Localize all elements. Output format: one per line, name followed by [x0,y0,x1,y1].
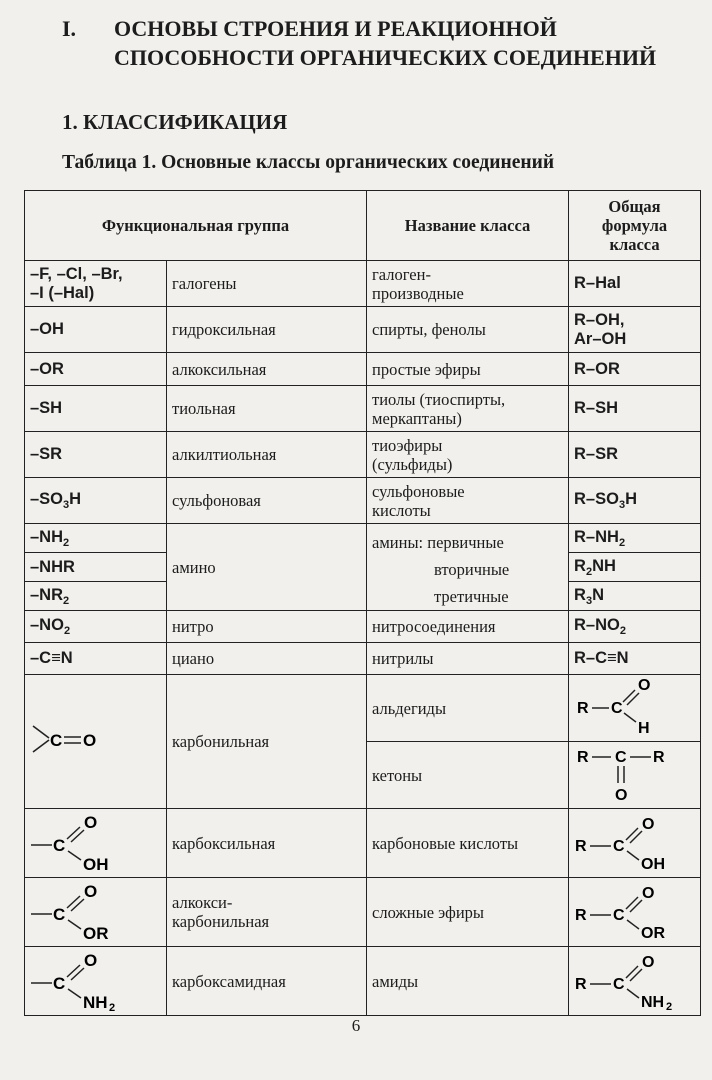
group-amino-primary: $-NH_2$ [25,524,167,553]
name-ester-line1: алкокси- [172,893,233,912]
group-halogen-line1: –F, –Cl, –Br, [30,264,123,283]
svg-text:R: R [653,749,665,766]
table-row-aldehyde [25,675,701,742]
class-alkoxy: простые эфиры [367,353,569,386]
name-hydroxy: гидроксильная [167,307,367,353]
table-row-ester [25,878,701,947]
svg-text:O: O [83,730,97,750]
header-formula [569,191,701,261]
class-alkylthio-line1: тиоэфиры [372,435,443,455]
table-row-thiol [25,386,701,432]
svg-text:OR: OR [83,924,109,942]
class-amide: амиды [367,947,569,1016]
class-thiol-line1: тиолы (тиоспирты, [372,389,506,409]
svg-text:O: O [642,816,655,833]
class-ester: сложные эфиры [367,878,569,947]
svg-text:R: R [577,749,589,766]
group-amino-secondary: –NHR [25,553,167,582]
ketone-structure [569,742,697,804]
ester-structure [569,878,697,942]
name-carboxyl: карбоксильная [167,809,367,878]
name-alkoxy: алкоксильная [167,353,367,386]
name-amide: карбоксамидная [167,947,367,1016]
svg-text:H: H [638,720,650,737]
name-sulfo: сульфоновая [167,478,367,524]
svg-text:C: C [611,700,623,717]
class-alkylthio-line2: (сульфиды) [372,454,453,474]
name-nitro: нитро [167,611,367,643]
name-carbonyl: карбонильная [167,675,367,809]
amide-structure [569,947,697,1011]
table-row-alkylthio [25,432,701,478]
table-row-amino-primary [25,524,701,553]
class-aldehyde: альдегиды [367,675,569,742]
formula-alkylthio: R–SR [569,432,701,478]
class-amino-line1: амины: первичные [372,532,504,552]
svg-text:O: O [84,882,98,901]
group-halogen-line2: –I (–Hal) [30,283,95,302]
aldehyde-structure [569,675,697,737]
class-halogen-line1: галоген- [372,264,431,284]
svg-text:2: 2 [666,1001,673,1011]
class-nitro: нитросоединения [367,611,569,643]
group-alkoxy: –OR [25,353,167,386]
table-caption: Таблица 1. Основные классы органических соединений [62,152,555,173]
page-number: 6 [351,1016,361,1035]
svg-text:OR: OR [641,925,666,942]
formula-thiol: R–SH [569,386,701,432]
carboxylic-acid-structure [569,809,697,873]
svg-text:O: O [84,951,98,970]
header-formula-line1: Общая [608,197,661,216]
table-row-hydroxy [25,307,701,353]
svg-text:R: R [577,700,589,717]
name-halogen: галогены [167,261,367,307]
svg-text:R: R [575,838,587,855]
formula-amide [569,947,701,1016]
classification-table [24,190,701,1016]
group-carbonyl [25,675,167,809]
svg-text:C: C [53,974,66,993]
formula-hydroxy-line1: R–OH, [574,310,625,329]
class-thiol [367,386,569,432]
carboxamide-structure [25,947,155,1011]
group-sulfo: $-SO_3H$ [25,478,167,524]
svg-text:C: C [613,907,625,924]
svg-text:R: R [575,976,587,993]
table-row-amide [25,947,701,1016]
class-sulfo-line2: кислоты [372,500,431,520]
class-sulfo-line1: сульфоновые [372,481,465,501]
formula-nitro: $R-NO_2$ [569,611,701,643]
formula-carboxyl [569,809,701,878]
class-cyano: нитрилы [367,643,569,675]
formula-cyano: R–C≡N [569,643,701,675]
group-amide [25,947,167,1016]
name-amino: амино [167,524,367,611]
svg-text:2: 2 [109,1002,116,1011]
svg-text:O: O [638,677,651,694]
formula-ester [569,878,701,947]
svg-text:NH: NH [83,993,108,1011]
chapter-title-line2: СПОСОБНОСТИ ОРГАНИЧЕСКИХ СОЕДИНЕНИЙ [114,45,657,70]
svg-text:C: C [613,976,625,993]
group-cyano: –C≡N [25,643,167,675]
table-row-sulfo [25,478,701,524]
formula-sulfo: $R-SO_3H$ [569,478,701,524]
alkoxycarbonyl-structure [25,878,155,942]
svg-text:OH: OH [83,855,109,873]
class-alkylthio [367,432,569,478]
formula-hydroxy [569,307,701,353]
formula-amino-tertiary: $R_3N$ [569,582,701,611]
class-ketone: кетоны [367,742,569,809]
svg-text:C: C [615,749,627,766]
carbonyl-structure [25,710,155,770]
name-ester-line2: карбонильная [172,912,270,931]
class-halogen-line2: производные [372,283,464,303]
chapter-number: I. [62,16,77,41]
name-cyano: циано [167,643,367,675]
header-functional-group: Функциональная группа [25,191,367,261]
svg-text:C: C [613,838,625,855]
table-row-cyano [25,643,701,675]
svg-text:O: O [642,954,655,971]
group-thiol: –SH [25,386,167,432]
formula-alkoxy: R–OR [569,353,701,386]
group-alkylthio: –SR [25,432,167,478]
table-row-halogen [25,261,701,307]
class-halogen [367,261,569,307]
svg-text:OH: OH [641,856,666,873]
svg-text:C: C [50,730,63,750]
section-title: 1. КЛАССИФИКАЦИЯ [62,110,288,134]
formula-aldehyde [569,675,701,742]
class-amino [367,524,569,611]
group-halogen [25,261,167,307]
table-row-nitro [25,611,701,643]
class-amino-line3: третичные [434,586,509,606]
header-class-name: Название класса [367,191,569,261]
class-amino-line2: вторичные [434,559,510,579]
svg-text:R: R [575,907,587,924]
svg-text:O: O [615,787,628,804]
formula-amino-secondary: $R_2NH$ [569,553,701,582]
name-ester [167,878,367,947]
formula-hydroxy-line2: Ar–OH [574,329,627,348]
group-ester [25,878,167,947]
class-thiol-line2: меркаптаны) [372,408,462,428]
header-formula-line3: класса [609,235,660,254]
svg-text:O: O [642,885,655,902]
group-amino-tertiary: $-NR_2$ [25,582,167,611]
table-row-carboxyl [25,809,701,878]
table-row-alkoxy [25,353,701,386]
table-header-row [25,191,701,261]
carboxyl-structure [25,809,155,873]
name-alkylthio: алкилтиольная [167,432,367,478]
class-carboxyl: карбоновые кислоты [367,809,569,878]
group-hydroxy: –OH [25,307,167,353]
class-hydroxy: спирты, фенолы [367,307,569,353]
group-carboxyl [25,809,167,878]
formula-ketone [569,742,701,809]
svg-text:C: C [53,905,66,924]
svg-text:NH: NH [641,994,665,1011]
svg-text:O: O [84,813,98,832]
svg-text:C: C [53,836,66,855]
formula-amino-primary: $R-NH_2$ [569,524,701,553]
class-sulfo [367,478,569,524]
formula-halogen: R–Hal [569,261,701,307]
name-thiol: тиольная [167,386,367,432]
chapter-title-line1: ОСНОВЫ СТРОЕНИЯ И РЕАКЦИОННОЙ [114,16,557,41]
header-formula-line2: формула [601,216,668,235]
group-nitro: $-NO_2$ [25,611,167,643]
chapter-heading [62,14,702,72]
